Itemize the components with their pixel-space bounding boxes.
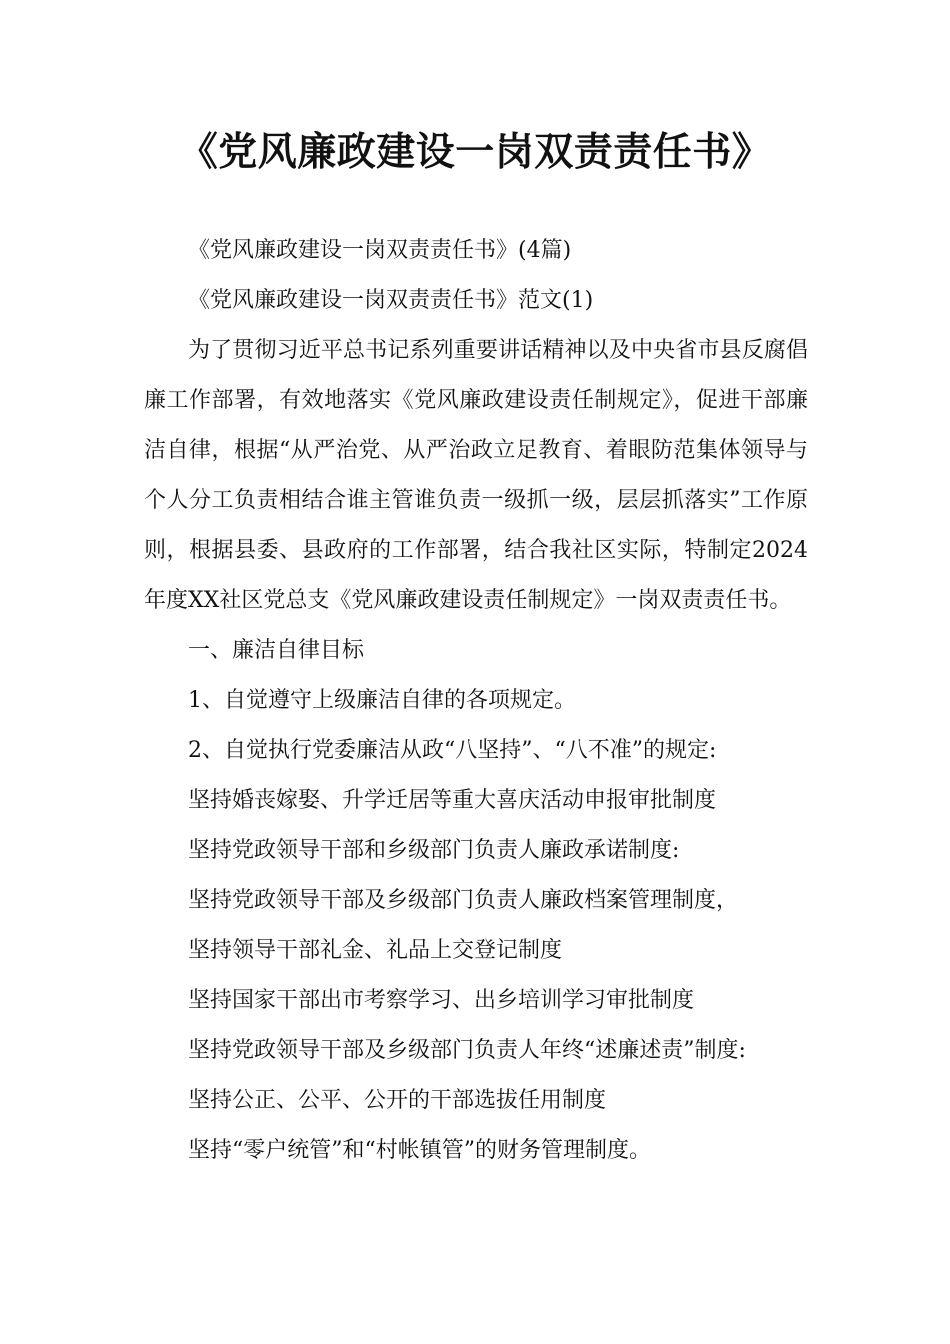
- item-2: 2、自觉执行党委廉洁从政“八坚持”、“八不准”的规定:: [188, 738, 717, 763]
- part1-heading: 一、廉洁自律目标: [188, 638, 365, 663]
- document-title: 《党风廉政建设一岗双责责任书》: [178, 130, 772, 175]
- insist-item: 坚持党政领导干部及乡级部门负责人廉政档案管理制度，: [188, 888, 739, 913]
- subtitle-line: 《党风廉政建设一岗双责责任书》(4篇): [188, 238, 572, 263]
- insist-item: 坚持国家干部出市考察学习、出乡培训学习审批制度: [188, 988, 695, 1013]
- section-heading: 《党风廉政建设一岗双责责任书》范文(1): [188, 288, 594, 313]
- intro-paragraph: 为了贯彻习近平总书记系列重要讲话精神以及中央省市县反腐倡廉工作部署，有效地落实《党风廉政建设责任制规定》，促进干部廉洁自律，根据“从严治党、从严治政立足教育、着眼防范集体领导与个人分工负责相结合谁主管谁负责一级抓一级，层层抓落实”工作原则，根据县委、县政府的工作部署，结合我社区实际，特制定2024年度XX社区党总支《党风廉政建设责任制规定》一岗双责责任书。: [144, 338, 808, 613]
- insist-item: 坚持“零户统管”和“村帐镇管”的财务管理制度。: [188, 1138, 651, 1163]
- insist-item: 坚持领导干部礼金、礼品上交登记制度: [188, 938, 563, 963]
- insist-item: 坚持婚丧嫁娶、升学迁居等重大喜庆活动申报审批制度: [188, 788, 717, 813]
- insist-item: 坚持党政领导干部及乡级部门负责人年终“述廉述责”制度:: [188, 1038, 746, 1063]
- item-1: 1、自觉遵守上级廉洁自律的各项规定。: [188, 688, 576, 713]
- insist-item: 坚持公正、公平、公开的干部选拔任用制度: [188, 1088, 607, 1113]
- document-body: [144, 226, 808, 1176]
- insist-item: 坚持党政领导干部和乡级部门负责人廉政承诺制度:: [188, 838, 680, 863]
